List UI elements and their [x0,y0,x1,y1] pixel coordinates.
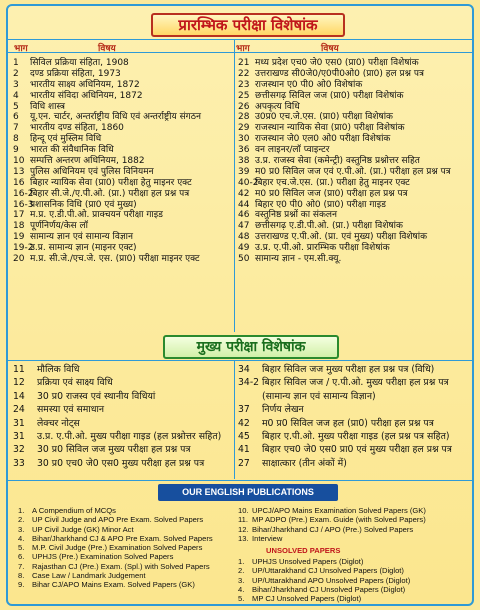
item-number: 46 [238,210,250,221]
mains-divider [234,361,235,479]
item-number: 5 [13,101,19,112]
item-number: 34-2 [238,377,260,389]
column-header [8,39,474,53]
prelim-item [13,210,233,221]
item-title: बिहार सी.जे./ए.पी.ओ. (प्रा.) परीक्षा हल प्रश्न पत्र [30,188,190,199]
english-item [18,525,233,534]
prelim-item [13,254,233,265]
item-number: 8 [13,134,19,145]
col-subject-left: विषय [98,44,116,54]
item-title: 30 प्र0 सिविल जज मुख्य परीक्षा हल प्रश्न पत्र [37,444,191,456]
item-title: म.प्र. सी.जे./एच.जे. एस. (प्रा0) परीक्षा माइनर एक्ट [30,254,200,265]
unsolved-item [238,594,474,603]
item-number: 41 [238,444,250,456]
mains-item [238,403,474,416]
item-title: विधि शास्त्र [30,101,65,112]
item-title: वन लाइनर/लॉ प्वाइन्टर [255,145,330,156]
item-number: 2 [13,68,19,79]
prelim-item [238,58,474,69]
mains-item [13,390,233,403]
item-number: 37 [238,404,250,416]
prelim-item [13,167,233,178]
item-title: साक्षात्कार (तीन अंकों में) [262,457,347,469]
item-number: 19-2 [13,243,34,254]
item-title: बिहार ए0 पी0 ओ0 (प्रा0) परीक्षा गाइड [255,199,386,210]
col-part-left: भाग [14,44,28,54]
unsolved-item [238,566,474,575]
item-number: 16-3 [13,199,34,210]
prelim-item [238,243,474,254]
prelim-list-right [238,58,474,265]
item-title: उ0प्र0 एच.जे.एस. (प्रा0) परीक्षा विशेषांक [255,112,393,123]
item-number: 6 [13,112,19,123]
item-number: 12 [13,377,25,389]
prelim-item [13,123,233,134]
item-title: सिविल प्रक्रिया संहिता, 1908 [30,58,129,68]
prelim-item [238,167,474,178]
item-title: म0 प्र0 सिविल जज (प्रा0) परीक्षा हल प्रश्न पत्र [255,188,408,199]
mains-top-rule [8,360,474,361]
item-number: 16-2 [13,188,34,199]
prelim-item [238,200,474,211]
item-title: लेक्चर नोट्स [37,417,80,429]
column-divider [234,40,235,332]
english-item [18,506,233,515]
item-title: बिहार सिविल जज मुख्य परीक्षा हल प्रश्न पत्र (विधि) [262,364,435,375]
english-item [18,543,233,552]
item-title: UPHJS (Pre.) Examination Solved Papers [32,552,174,562]
prelim-item [13,69,233,80]
item-number: 24 [13,404,25,416]
prelim-item [238,145,474,156]
mains-item [13,430,233,443]
prelim-item [238,221,474,232]
item-number: 11. [238,515,248,525]
item-title: 30 प्र0 राजस्व एवं स्थानीय विधियां [37,390,156,402]
item-number: 22 [238,68,250,79]
mains-item [238,443,474,456]
item-number: 44 [238,199,250,210]
english-item [18,580,233,589]
item-title: राजस्थान न्यायिक सेवा (प्रा0) परीक्षा विशेषांक [255,123,405,134]
item-title: यू.एन. चार्टर, अन्तर्राष्ट्रीय विधि एवं अन्तर्राष्ट्रीय संगठन [30,112,201,123]
item-number: 47 [238,221,250,232]
item-title: प्रशासनिक विधि (प्रा0 एवं मुख्य) [30,199,137,210]
item-number: 50 [238,254,250,265]
item-title: उ.प्र. ए.पी.ओ. प्रारम्भिक परीक्षा विशेषांक [255,243,390,254]
col-part-right: भाग [236,44,250,54]
prelim-item [238,156,474,167]
item-title: MP ADPO (Pre.) Exam. Guide (with Solved Papers) [252,515,426,525]
item-title: MP CJ Unsolved Papers (Diglot) [252,594,362,604]
item-title: UPCJ/APO Mains Examination Solved Papers (GK) [252,506,426,515]
english-publications-title: OUR ENGLISH PUBLICATIONS [158,484,338,501]
item-number: 7. [18,561,25,571]
item-number: 26 [238,101,250,112]
prelim-item [13,156,233,167]
mains-item [238,363,474,376]
item-title: UP Civil Judge and APO Pre Exam. Solved Papers [32,515,204,525]
item-title: Bihar/Jharkhand CJ Unsolved Papers (Diglot) [252,585,406,595]
item-number: 4. [238,585,245,595]
item-title: छत्तीसगढ़ ए.डी.पी.ओ. (प्रा.) परीक्षा विशेषांक [255,221,403,232]
item-title: समस्या एवं समाधान [37,404,105,416]
prelim-item [238,210,474,221]
item-title: A Compendium of MCQs [32,506,116,515]
item-number: 31 [13,417,25,429]
prelim-item [238,254,474,265]
prelim-item [238,189,474,200]
item-number: 1. [18,506,25,515]
item-title: भारतीय साक्ष्य अधिनियम, 1872 [30,79,140,90]
item-title: छत्तीसगढ़ सिविल जज (प्रा0) परीक्षा विशेषांक [255,90,404,101]
item-number: 10 [13,156,25,167]
prelim-item [238,112,474,123]
prelim-section-title: प्रारम्भिक परीक्षा विशेषांक [151,13,345,37]
item-title: दण्ड प्रक्रिया संहिता, 1973 [30,68,121,79]
item-title: उत्तराखण्ड ए.पी.ओ. (प्रा. एवं मुख्य) परीक्षा विशेषांक [255,232,427,243]
item-number: 28 [238,112,250,123]
item-title: निर्णय लेखन [262,404,304,416]
prelim-item [238,80,474,91]
item-number: 9 [13,145,19,156]
prelim-item [13,178,233,189]
item-title: UP Civil Judge (GK) Minor Act [32,524,134,534]
item-title: उत्तराखण्ड सी0जे0/ए0पी0ओ0 (प्रा0) हल प्रश्न पत्र [255,68,424,79]
prelim-item [238,178,474,189]
item-number: 13. [238,533,249,543]
prelim-item [238,232,474,243]
prelim-item [13,200,233,211]
unsolved-item [238,576,474,585]
item-number: 27 [238,457,250,469]
item-number: 32 [13,444,25,456]
item-title: सामान्य ज्ञान - एम.सी.क्यू. [255,254,342,265]
item-number: 1. [238,557,245,567]
item-number: 42 [238,417,250,429]
item-number: 23 [238,79,250,90]
item-number: 16 [13,177,25,188]
item-title: बिहार सिविल जज / ए.पी.ओ. मुख्य परीक्षा हल प्रश्न पत्र [262,377,449,389]
english-top-rule [8,480,474,481]
prelim-item [13,145,233,156]
item-title: बिहार एच0 जे0 एस0 प्रा0 एवं मुख्य परीक्षा हल प्रश्न पत्र [262,444,452,456]
item-number: 31 [13,430,25,442]
item-number: 33 [13,457,25,469]
item-number: 48 [238,232,250,243]
prelim-item [13,134,233,145]
item-number: 18 [13,221,25,232]
item-number: 11 [13,364,25,375]
item-title: प्रक्रिया एवं साक्ष्य विधि [37,377,113,389]
english-item [18,571,233,580]
item-number: 42 [238,188,250,199]
item-title: Case Law / Landmark Judgement [32,571,146,581]
item-title: बिहार न्यायिक सेवा (प्रा0) परीक्षा हेतु माइनर एक्ट [30,177,192,188]
mains-list-right [238,363,474,470]
prelim-item [238,69,474,80]
mains-item [238,430,474,443]
english-item [18,552,233,561]
item-title: मौलिक विधि [37,364,80,375]
prelim-item [13,189,233,200]
prelim-item [13,221,233,232]
catalog-page [6,4,474,606]
item-title: मध्य प्रदेश एच0 जे0 एस0 (प्रा0) परीक्षा विशेषांक [255,58,419,68]
item-title: Bihar/Jharkhand CJ / APO (Pre.) Solved Papers [252,524,414,534]
mains-item [13,443,233,456]
item-title: पूर्णनिर्णय/केस लॉ [30,221,88,232]
item-number: 8. [18,571,25,581]
item-title: उ.प्र. सामान्य ज्ञान (माइनर एक्ट) [30,243,137,254]
item-number: 29 [238,123,250,134]
mains-item [238,390,474,403]
item-number: 5. [18,543,25,553]
item-number: 21 [238,58,250,68]
prelim-item [13,102,233,113]
english-list-right [238,506,474,604]
item-number: 17 [13,210,25,221]
item-title: UP/Uttarakhand APO Unsolved Papers (Diglot) [252,575,411,585]
english-item [18,534,233,543]
unsolved-papers-heading: UNSOLVED PAPERS [266,546,341,556]
prelim-item [13,232,233,243]
item-title: राजस्थान ए0 पी0 ओ0 विशेषांक [255,79,363,90]
english-list-left [18,506,233,590]
prelim-item [238,134,474,145]
item-number: 19 [13,232,25,243]
english-item [238,515,474,524]
mains-item [238,457,474,470]
item-title: राजस्थान जे0 एल0 ओ0 परीक्षा विशेषांक [255,134,391,145]
item-title: Interview [252,533,283,543]
item-number: 4 [13,90,19,101]
item-number: 3. [238,575,245,585]
prelim-item [13,58,233,69]
prelim-item [13,91,233,102]
item-title: M.P. Civil Judge (Pre.) Examination Solved Papers [32,543,203,553]
mains-item [13,403,233,416]
english-item [238,525,474,534]
unsolved-item [238,557,474,566]
item-number: 6. [18,552,25,562]
item-number: 7 [13,123,19,134]
item-title: म0 प्र0 सिविल जज एवं ए.पी.ओ. (प्रा.) परीक्षा हल प्रश्न पत्र [255,166,451,177]
col-subject-right: विषय [321,44,339,54]
item-number: 20 [13,254,25,265]
item-number: 2. [18,515,25,525]
item-title: पुलिस अधिनियम एवं पुलिस विनियमन [30,166,154,177]
item-number: 10. [238,506,249,515]
item-number: 12. [238,524,249,534]
item-title: Bihar/Jharkhand CJ & APO Pre Exam. Solved Papers [32,533,213,543]
item-number: 40-2 [238,177,259,188]
item-title: सामान्य ज्ञान एवं सामान्य विज्ञान [30,232,133,243]
item-title: उ.प्र. राजस्व सेवा (कमेन्ट्री) वस्तुनिष्ठ प्रश्नोत्तर सहित [255,156,420,167]
prelim-item [13,112,233,123]
item-title: बिहार ए.पी.ओ. मुख्य परीक्षा गाइड (हल प्रश्न पत्र सहित) [262,430,450,442]
item-number: 3. [18,524,25,534]
item-number: 1 [13,58,19,68]
item-number: 25 [238,90,250,101]
english-item [238,534,474,543]
item-number: 39 [238,166,250,177]
item-number: 2. [238,566,245,576]
item-title: म.प्र. ए.डी.पी.ओ. प्राक्चयन परीक्षा गाइड [30,210,163,221]
unsolved-item [238,585,474,594]
mains-item [13,363,233,376]
prelim-item [13,80,233,91]
item-number: 49 [238,243,250,254]
item-title: हिन्दू एवं मुस्लिम विधि [30,134,102,145]
item-number: 14 [13,390,25,402]
prelim-item [13,243,233,254]
prelim-item [238,123,474,134]
mains-item [238,417,474,430]
english-item [18,562,233,571]
item-title: उ.प्र. ए.पी.ओ. मुख्य परीक्षा गाइड (हल प्रश्नोत्तर सहित) [37,430,222,442]
item-number: 5. [238,594,245,604]
prelim-item [238,91,474,102]
item-title: Bihar CJ/APO Mains Exam. Solved Papers (GK) [32,580,195,590]
item-title: भारतीय संविदा अधिनियम, 1872 [30,90,143,101]
item-number: 30 [238,134,250,145]
item-title: भारत की संवैधानिक विधि [30,145,114,156]
item-title: UP/Uttarakhand CJ Unsolved Papers (Diglot) [252,566,404,576]
item-number: 13 [13,166,25,177]
item-number: 9. [18,580,25,590]
item-number: 4. [18,533,25,543]
item-number: 38 [238,156,250,167]
mains-section-title: मुख्य परीक्षा विशेषांक [163,335,339,359]
item-title: अपकृत्य विधि [255,101,300,112]
mains-item [13,457,233,470]
item-title: भारतीय दण्ड संहिता, 1860 [30,123,124,134]
english-item [238,506,474,515]
item-title: Rajasthan CJ (Pre.) Exam. (Spl.) with Solved Papers [32,561,210,571]
item-number: 45 [238,430,250,442]
item-number: 3 [13,79,19,90]
item-title: (सामान्य ज्ञान एवं सामान्य विज्ञान) [262,390,376,402]
item-title: 30 प्र0 एच0 जे0 एस0 मुख्य परीक्षा हल प्रश्न पत्र [37,457,205,469]
item-title: सम्पत्ति अन्तरण अधिनियम, 1882 [30,156,145,167]
prelim-item [238,102,474,113]
item-title: म0 प्र0 सिविल जज हल (प्रा0) परीक्षा हल प्रश्न पत्र [262,417,434,429]
mains-item [13,417,233,430]
item-number: 34 [238,364,250,375]
item-title: UPHJS Unsolved Papers (Diglot) [252,557,364,567]
item-number: 36 [238,145,250,156]
english-item [18,515,233,524]
item-title: बिहार एच.जे.एस. (प्रा.) परीक्षा हेतु माइनर एक्ट [255,177,410,188]
mains-item [238,376,474,389]
mains-list-left [13,363,233,470]
prelim-list-left [13,58,233,265]
item-title: वस्तुनिष्ठ प्रश्नों का संकलन [255,210,337,221]
mains-item [13,376,233,389]
item-number [238,390,262,403]
